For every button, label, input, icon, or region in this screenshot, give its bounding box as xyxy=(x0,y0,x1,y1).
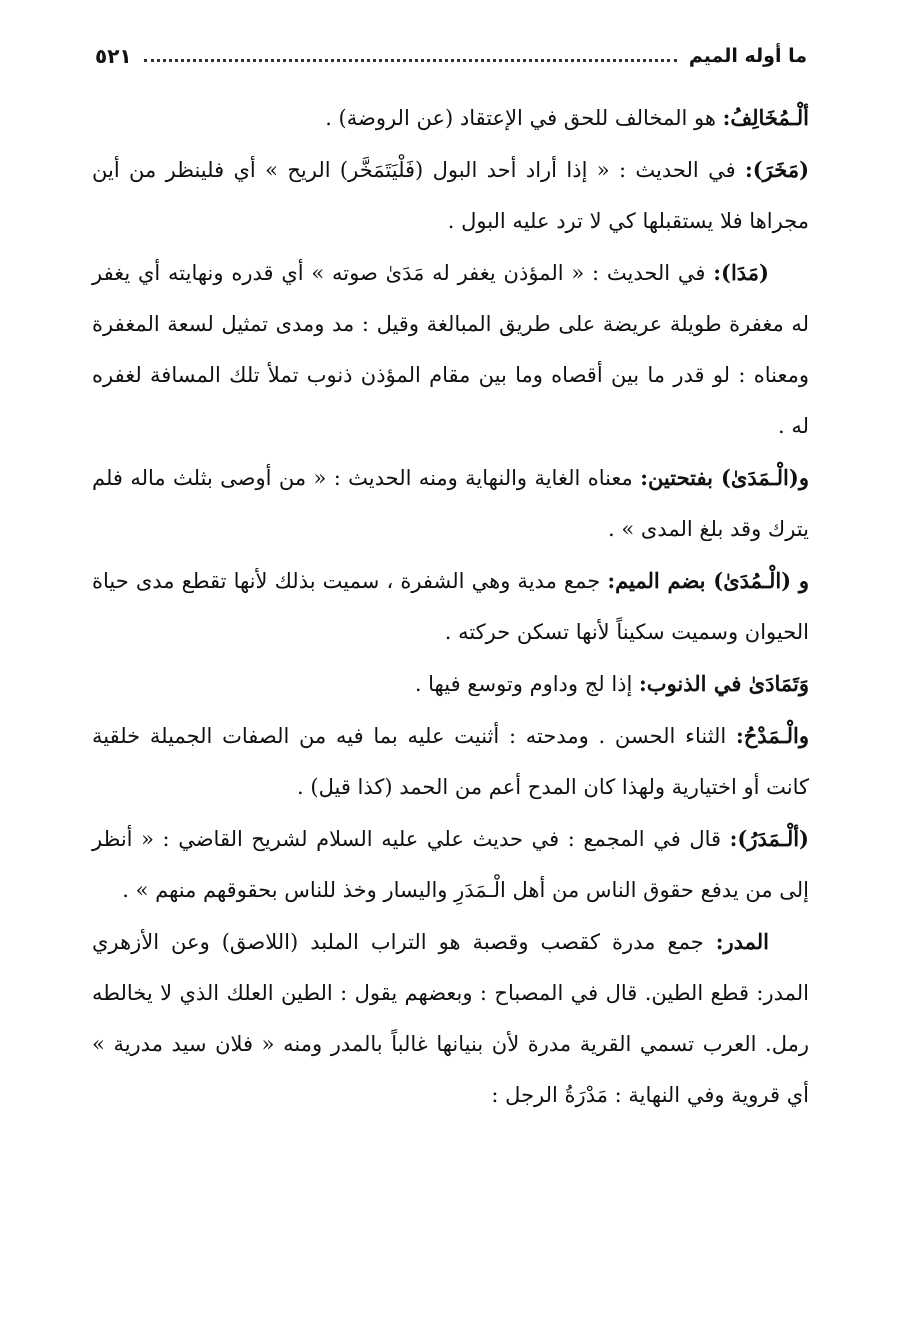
header-dot-leader xyxy=(144,59,677,62)
entry-text: جمع مدرة كقصب وقصبة هو التراب الملبد (اللاصق) وعن الأزهري المدر: قطع الطين. قال في المصباح : وبعضهم يقول : الطين العلك الذي لا يخالطه رمل. العرب تسمي القرية مدرة لأن بنيانها غالباً بالمدر ومنه « فلان سيد مدرية » أي قروية وفي النهاية : مَدْرَةُ الرجل : xyxy=(92,930,809,1107)
entry-text: الثناء الحسن . ومدحته : أثنيت عليه بما فيه من الصفات الجميلة خلقية كانت أو اختيارية ولهذا كان المدح أعم من الحمد (كذا قيل) . xyxy=(92,724,809,799)
entry-term: ألْـمُخَالِفُ: xyxy=(722,105,809,130)
entry-term: و (الْـمُدَىٰ) بضم الميم: xyxy=(607,568,809,593)
entry-text: في الحديث : « إذا أراد أحد البول (فَلْيَتَمَخَّر) الريح » أي فلينظر من أين مجراها فلا يستقبلها كي لا ترد عليه البول . xyxy=(92,158,809,233)
entry-term: والْـمَدْحُ: xyxy=(736,723,809,748)
entry-almuda-damm xyxy=(92,555,809,658)
page-header xyxy=(95,40,807,72)
entry-term: (مَدَا): xyxy=(713,260,769,285)
entry-almadar-plural xyxy=(92,916,809,1121)
entry-almukhalif xyxy=(92,92,809,144)
entry-tamada xyxy=(92,658,809,710)
entry-term: (مَخَرَ): xyxy=(744,157,809,182)
running-header-title: ما أوله الميم xyxy=(688,45,807,67)
entry-text: هو المخالف للحق في الإعتقاد (عن الروضة) . xyxy=(325,106,723,130)
entry-makhara xyxy=(92,144,809,247)
entry-text: معناه الغاية والنهاية ومنه الحديث : « من أوصى بثلث ماله فلم يترك وقد بلغ المدى » . xyxy=(92,466,809,541)
entry-term: المدر: xyxy=(715,929,769,954)
entry-almadar xyxy=(92,813,809,916)
entry-text: إذا لج وداوم وتوسع فيها . xyxy=(414,672,640,696)
entry-term: و(الْـمَدَىٰ) بفتحتين: xyxy=(640,465,809,490)
page-number: ٥٢١ xyxy=(95,44,132,68)
entry-text: في الحديث : « المؤذن يغفر له مَدَىٰ صوته » أي قدره ونهايته أي يغفر له مغفرة طويلة عريضة على طريق المبالغة وقيل : مد ومدى تمثيل لسعة المغفرة ومعناه : لو قدر ما بين أقصاه وما بين مقام المؤذن ذنوب تملأ تلك المسافة لغفره له . xyxy=(92,261,809,438)
page-body xyxy=(92,92,809,1121)
entry-almada-fath xyxy=(92,452,809,555)
entry-text: قال في المجمع : في حديث علي عليه السلام لشريح القاضي : « أنظر إلى من يدفع حقوق الناس من أهل الْـمَدَرِ واليسار وخذ للناس بحقوقهم منهم » . xyxy=(92,827,809,902)
entry-mada xyxy=(92,247,809,452)
entry-almadh xyxy=(92,710,809,813)
entry-term: وَتَمَادَىٰ في الذنوب: xyxy=(639,671,809,696)
entry-text: جمع مدية وهي الشفرة ، سميت بذلك لأنها تقطع مدى حياة الحيوان وسميت سكيناً لأنها تسكن حركته . xyxy=(92,569,809,644)
entry-term: (ألْـمَدَرُ): xyxy=(729,826,809,851)
